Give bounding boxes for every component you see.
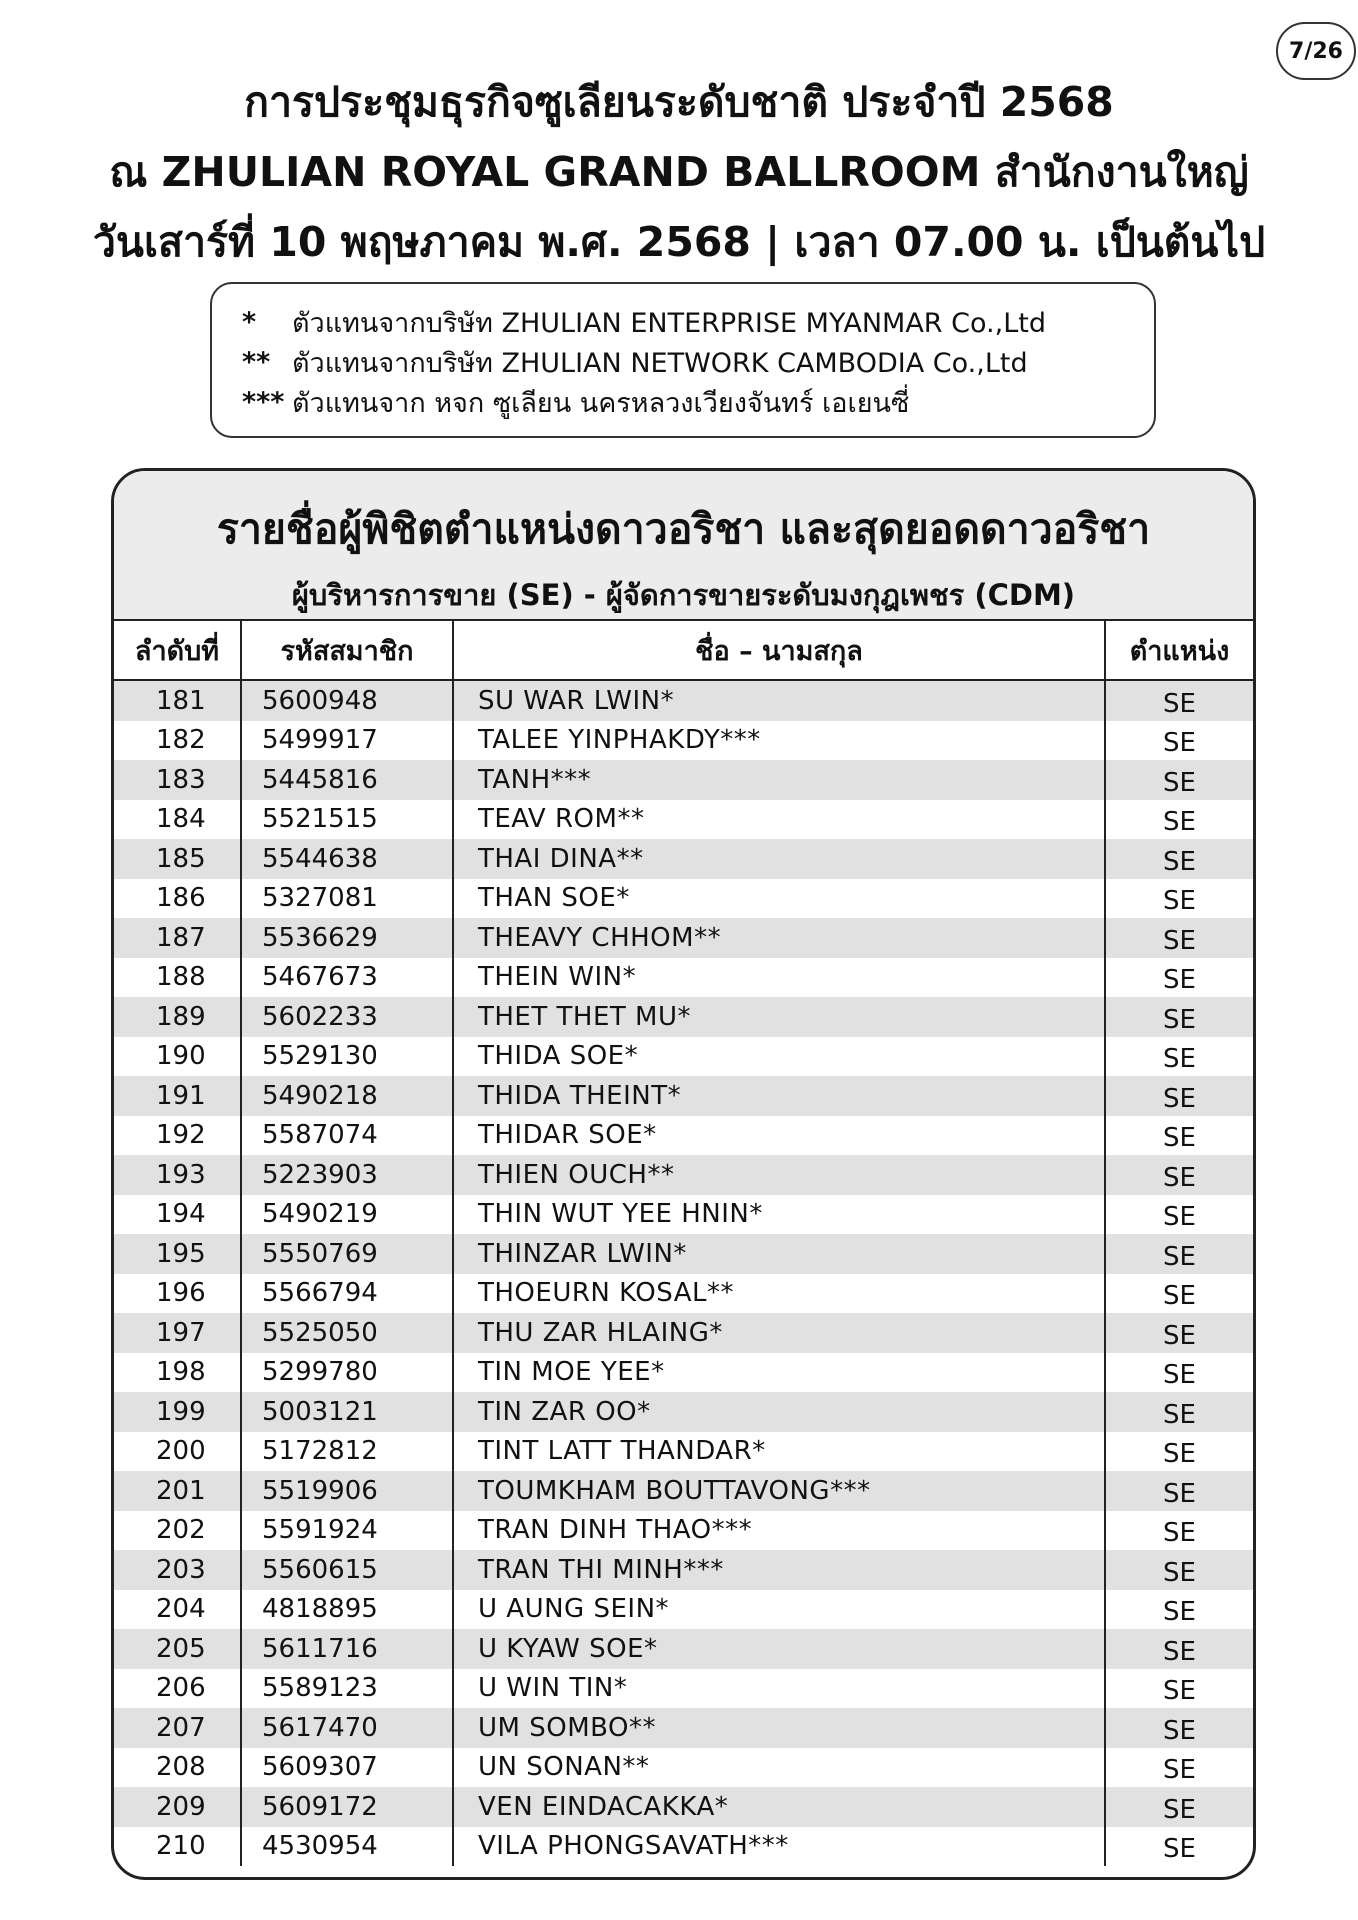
cell-rank: 183 bbox=[156, 764, 206, 795]
cell-member-id: 4530954 bbox=[262, 1831, 378, 1862]
cell-position: SE bbox=[1163, 1360, 1196, 1391]
cell-rank: 186 bbox=[156, 883, 206, 914]
header-title-line-2: ณ ZHULIAN ROYAL GRAND BALLROOM สำนักงานใหญ่ bbox=[109, 148, 1249, 196]
cell-rank: 190 bbox=[156, 1041, 206, 1072]
table-row bbox=[114, 721, 1253, 761]
cell-rank: 205 bbox=[156, 1633, 206, 1664]
table-row bbox=[114, 760, 1253, 800]
cell-member-id: 5611716 bbox=[262, 1633, 378, 1664]
table-row bbox=[114, 1076, 1253, 1116]
cell-name: THU ZAR HLAING* bbox=[478, 1317, 723, 1348]
cell-member-id: 5617470 bbox=[262, 1712, 378, 1743]
table-subtitle: ผู้บริหารการขาย (SE) - ผู้จัดการขายระดับมงกุฎเพชร (CDM) bbox=[291, 578, 1076, 612]
table-title: รายชื่อผู้พิชิตตำแหน่งดาวอริชา และสุดยอดดาวอริชา bbox=[216, 505, 1151, 553]
cell-member-id: 5589123 bbox=[262, 1673, 378, 1704]
cell-position: SE bbox=[1163, 965, 1196, 996]
cell-member-id: 5587074 bbox=[262, 1120, 378, 1151]
cell-name: VEN EINDACAKKA* bbox=[478, 1791, 729, 1822]
winners-table bbox=[111, 468, 1256, 1880]
cell-member-id: 5172812 bbox=[262, 1436, 378, 1467]
cell-position: SE bbox=[1163, 1478, 1196, 1509]
column-header-position: ตำแหน่ง bbox=[1129, 635, 1230, 667]
cell-member-id: 5536629 bbox=[262, 922, 378, 953]
cell-position: SE bbox=[1163, 1399, 1196, 1430]
cell-position: SE bbox=[1163, 688, 1196, 719]
cell-position: SE bbox=[1163, 846, 1196, 877]
cell-name: THOEURN KOSAL** bbox=[478, 1278, 734, 1309]
cell-rank: 208 bbox=[156, 1752, 206, 1783]
cell-rank: 202 bbox=[156, 1515, 206, 1546]
table-row bbox=[114, 839, 1253, 879]
table-row bbox=[114, 681, 1253, 721]
table-row bbox=[114, 879, 1253, 919]
table-row bbox=[114, 1471, 1253, 1511]
cell-rank: 195 bbox=[156, 1238, 206, 1269]
cell-member-id: 5591924 bbox=[262, 1515, 378, 1546]
cell-rank: 207 bbox=[156, 1712, 206, 1743]
table-row bbox=[114, 1313, 1253, 1353]
cell-name: THAI DINA** bbox=[478, 843, 644, 874]
table-row bbox=[114, 1550, 1253, 1590]
table-row bbox=[114, 997, 1253, 1037]
column-headers bbox=[114, 621, 1253, 681]
cell-name: TANH*** bbox=[478, 764, 592, 795]
cell-name: VILA PHONGSAVATH*** bbox=[478, 1831, 789, 1862]
cell-member-id: 5566794 bbox=[262, 1278, 378, 1309]
cell-name: SU WAR LWIN* bbox=[478, 685, 675, 716]
cell-name: U AUNG SEIN* bbox=[478, 1594, 670, 1625]
cell-rank: 198 bbox=[156, 1357, 206, 1388]
cell-name: TOUMKHAM BOUTTAVONG*** bbox=[478, 1475, 871, 1506]
table-row bbox=[114, 1234, 1253, 1274]
cell-name: THAN SOE* bbox=[478, 883, 630, 914]
cell-member-id: 5544638 bbox=[262, 843, 378, 874]
table-row bbox=[114, 1511, 1253, 1551]
cell-member-id: 4818895 bbox=[262, 1594, 378, 1625]
cell-name: TRAN THI MINH*** bbox=[478, 1554, 724, 1585]
table-row bbox=[114, 1274, 1253, 1314]
cell-rank: 194 bbox=[156, 1199, 206, 1230]
table-row bbox=[114, 1432, 1253, 1472]
table-row bbox=[114, 1353, 1253, 1393]
column-header-member-id: รหัสสมาชิก bbox=[242, 621, 454, 679]
cell-rank: 203 bbox=[156, 1554, 206, 1585]
cell-rank: 196 bbox=[156, 1278, 206, 1309]
cell-rank: 192 bbox=[156, 1120, 206, 1151]
cell-member-id: 5550769 bbox=[262, 1238, 378, 1269]
table-row bbox=[114, 1669, 1253, 1709]
cell-name: U WIN TIN* bbox=[478, 1673, 628, 1704]
cell-rank: 206 bbox=[156, 1673, 206, 1704]
cell-member-id: 5560615 bbox=[262, 1554, 378, 1585]
cell-member-id: 5223903 bbox=[262, 1159, 378, 1190]
legend-item-myanmar bbox=[242, 302, 1154, 342]
cell-name: U KYAW SOE* bbox=[478, 1633, 658, 1664]
legend-text: ตัวแทนจากบริษัท ZHULIAN ENTERPRISE MYANMAR Co.,Ltd bbox=[292, 307, 1046, 339]
cell-name: TINT LATT THANDAR* bbox=[478, 1436, 766, 1467]
cell-member-id: 5529130 bbox=[262, 1041, 378, 1072]
cell-name: TALEE YINPHAKDY*** bbox=[478, 725, 761, 756]
legend-item-vientiane bbox=[242, 382, 1154, 422]
table-row bbox=[114, 1195, 1253, 1235]
cell-position: SE bbox=[1163, 1794, 1196, 1825]
table-row bbox=[114, 1708, 1253, 1748]
table-row bbox=[114, 1116, 1253, 1156]
header-title-line-1: การประชุมธุรกิจซูเลียนระดับชาติ ประจำปี 2568 bbox=[244, 78, 1114, 126]
table-row bbox=[114, 1590, 1253, 1630]
cell-name: THET THET MU* bbox=[478, 1001, 691, 1032]
table-row bbox=[114, 1155, 1253, 1195]
cell-name: THIN WUT YEE HNIN* bbox=[478, 1199, 763, 1230]
table-row bbox=[114, 1037, 1253, 1077]
cell-position: SE bbox=[1163, 925, 1196, 956]
table-row bbox=[114, 1827, 1253, 1867]
cell-name: THINZAR LWIN* bbox=[478, 1238, 687, 1269]
cell-position: SE bbox=[1163, 1755, 1196, 1786]
cell-position: SE bbox=[1163, 1518, 1196, 1549]
cell-rank: 188 bbox=[156, 962, 206, 993]
table-row bbox=[114, 1629, 1253, 1669]
legend-box bbox=[210, 282, 1156, 438]
cell-name: THIEN OUCH** bbox=[478, 1159, 675, 1190]
cell-name: TIN MOE YEE* bbox=[478, 1357, 665, 1388]
cell-name: THEIN WIN* bbox=[478, 962, 637, 993]
cell-member-id: 5499917 bbox=[262, 725, 378, 756]
cell-rank: 189 bbox=[156, 1001, 206, 1032]
cell-member-id: 5445816 bbox=[262, 764, 378, 795]
cell-position: SE bbox=[1163, 767, 1196, 798]
table-body bbox=[114, 681, 1253, 1866]
header-title-line-3: วันเสาร์ที่ 10 พฤษภาคม พ.ศ. 2568 | เวลา 07.00 น. เป็นต้นไป bbox=[92, 218, 1266, 266]
cell-position: SE bbox=[1163, 886, 1196, 917]
cell-rank: 197 bbox=[156, 1317, 206, 1348]
cell-rank: 204 bbox=[156, 1594, 206, 1625]
cell-member-id: 5602233 bbox=[262, 1001, 378, 1032]
cell-member-id: 5003121 bbox=[262, 1396, 378, 1427]
cell-member-id: 5467673 bbox=[262, 962, 378, 993]
cell-rank: 184 bbox=[156, 804, 206, 835]
cell-rank: 187 bbox=[156, 922, 206, 953]
table-row bbox=[114, 958, 1253, 998]
cell-position: SE bbox=[1163, 1202, 1196, 1233]
table-row bbox=[114, 1787, 1253, 1827]
table-header bbox=[114, 471, 1253, 621]
cell-position: SE bbox=[1163, 1597, 1196, 1628]
cell-member-id: 5490218 bbox=[262, 1080, 378, 1111]
cell-position: SE bbox=[1163, 1162, 1196, 1193]
cell-position: SE bbox=[1163, 1557, 1196, 1588]
cell-member-id: 5600948 bbox=[262, 685, 378, 716]
cell-position: SE bbox=[1163, 1083, 1196, 1114]
cell-member-id: 5609307 bbox=[262, 1752, 378, 1783]
cell-rank: 182 bbox=[156, 725, 206, 756]
cell-member-id: 5525050 bbox=[262, 1317, 378, 1348]
table-row bbox=[114, 1392, 1253, 1432]
cell-rank: 185 bbox=[156, 843, 206, 874]
cell-position: SE bbox=[1163, 1320, 1196, 1351]
cell-position: SE bbox=[1163, 1123, 1196, 1154]
legend-mark: *** bbox=[242, 386, 285, 418]
cell-rank: 209 bbox=[156, 1791, 206, 1822]
cell-rank: 199 bbox=[156, 1396, 206, 1427]
cell-rank: 193 bbox=[156, 1159, 206, 1190]
cell-rank: 210 bbox=[156, 1831, 206, 1862]
cell-position: SE bbox=[1163, 1281, 1196, 1312]
cell-name: THIDA SOE* bbox=[478, 1041, 639, 1072]
table-row bbox=[114, 1748, 1253, 1788]
cell-name: THIDAR SOE* bbox=[478, 1120, 657, 1151]
table-row bbox=[114, 918, 1253, 958]
cell-name: UM SOMBO** bbox=[478, 1712, 656, 1743]
cell-position: SE bbox=[1163, 1715, 1196, 1746]
cell-member-id: 5327081 bbox=[262, 883, 378, 914]
cell-rank: 200 bbox=[156, 1436, 206, 1467]
cell-name: THEAVY CHHOM** bbox=[478, 922, 722, 953]
cell-name: UN SONAN** bbox=[478, 1752, 650, 1783]
cell-member-id: 5521515 bbox=[262, 804, 378, 835]
cell-position: SE bbox=[1163, 1636, 1196, 1667]
cell-rank: 181 bbox=[156, 685, 206, 716]
cell-name: TRAN DINH THAO*** bbox=[478, 1515, 753, 1546]
cell-position: SE bbox=[1163, 807, 1196, 838]
cell-position: SE bbox=[1163, 1241, 1196, 1272]
page-number-badge: 7/26 bbox=[1276, 22, 1356, 80]
table-row bbox=[114, 800, 1253, 840]
cell-position: SE bbox=[1163, 1834, 1196, 1865]
cell-name: THIDA THEINT* bbox=[478, 1080, 682, 1111]
cell-rank: 201 bbox=[156, 1475, 206, 1506]
legend-item-cambodia bbox=[242, 342, 1154, 382]
column-header-name: ชื่อ – นามสกุล bbox=[454, 621, 1106, 679]
column-header-rank: ลำดับที่ bbox=[114, 621, 242, 679]
legend-mark: ** bbox=[242, 346, 271, 378]
cell-member-id: 5299780 bbox=[262, 1357, 378, 1388]
cell-position: SE bbox=[1163, 1044, 1196, 1075]
cell-member-id: 5609172 bbox=[262, 1791, 378, 1822]
legend-text: ตัวแทนจากบริษัท ZHULIAN NETWORK CAMBODIA Co.,Ltd bbox=[292, 347, 1028, 379]
cell-position: SE bbox=[1163, 1004, 1196, 1035]
cell-position: SE bbox=[1163, 1676, 1196, 1707]
legend-text: ตัวแทนจาก หจก ซูเลียน นครหลวงเวียงจันทร์ เอเยนซี่ bbox=[292, 387, 910, 419]
legend-mark: * bbox=[242, 306, 257, 338]
cell-position: SE bbox=[1163, 728, 1196, 759]
cell-member-id: 5490219 bbox=[262, 1199, 378, 1230]
cell-position: SE bbox=[1163, 1439, 1196, 1470]
cell-member-id: 5519906 bbox=[262, 1475, 378, 1506]
cell-name: TIN ZAR OO* bbox=[478, 1396, 651, 1427]
cell-name: TEAV ROM** bbox=[478, 804, 645, 835]
cell-rank: 191 bbox=[156, 1080, 206, 1111]
